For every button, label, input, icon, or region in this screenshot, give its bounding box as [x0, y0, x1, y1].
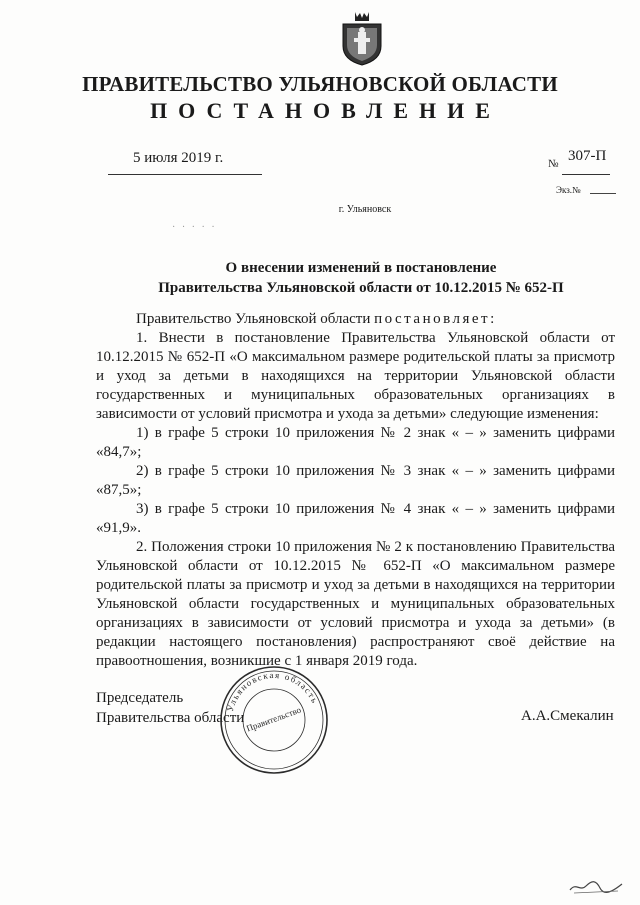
- svg-text:Ульяновская область: [225, 670, 321, 713]
- organization-title: ПРАВИТЕЛЬСТВО УЛЬЯНОВСКОЙ ОБЛАСТИ: [82, 72, 558, 96]
- body-intro: [96, 310, 615, 329]
- body-subitem-2: 2) в графе 5 строки 10 приложения № 3 знак « – » заменить цифрами «87,5»;: [96, 463, 615, 498]
- city-name: г. Ульяновск: [338, 204, 392, 215]
- body-subitem-1: 1) в графе 5 строки 10 приложения № 2 знак « – » заменить цифрами «84,7»;: [96, 425, 615, 460]
- document-number: 307-П: [568, 148, 607, 164]
- document-type: ПОСТАНОВЛЕНИЕ: [150, 98, 501, 123]
- handwritten-mark: [568, 876, 624, 896]
- body-paragraph-1: 1. Внести в постановление Правительства Ульяновской области от 10.12.2015 № 652-П «О максимальном размере родительской платы за присмотр и уход за детьми в находящихся на территории Ульяновской области государственных и муниципальных образовательных организациях в зависимости от условий присмотра и ухода за детьми» следующие изменения:: [96, 330, 615, 422]
- number-sign: №: [548, 158, 559, 170]
- document-subject: [0, 258, 640, 298]
- position-line-1: Председатель: [96, 690, 184, 706]
- date-underline: [108, 174, 262, 175]
- intro-prefix: Правительство Ульяновской области: [136, 311, 375, 327]
- seal-center-text: Правительство: [245, 704, 303, 734]
- seal-ring-text: Ульяновская область: [224, 669, 321, 713]
- subject-line-1: О внесении изменений в постановление: [225, 260, 497, 276]
- body-paragraph-2: 2. Положения строки 10 приложения № 2 к постановлению Правительства Ульяновской области от 10.12.2015 № 652-П «О максимальном размере родительской платы за присмотр и уход за детьми в находящихся на территории Ульяновской области государственных и муниципальных образовательных организациях в зависимости от условий присмотра и ухода за детьми» (в редакции настоящего постановления) распространяют своё действие на правоотношения, возникшие с 1 января 2019 года.: [96, 539, 615, 669]
- document-date: 5 июля 2019 г.: [133, 150, 224, 166]
- copy-number-underline: [590, 193, 616, 194]
- copy-number-label: Экз.№: [556, 185, 581, 195]
- official-seal: [218, 664, 330, 776]
- scan-smudge: · · · · ·: [172, 222, 217, 233]
- document-body: [96, 310, 615, 671]
- subject-line-2: Правительства Ульяновской области от 10.12.2015 № 652-П: [158, 280, 564, 296]
- coat-of-arms-icon: [341, 10, 383, 66]
- body-subitem-3: 3) в графе 5 строки 10 приложения № 4 знак « – » заменить цифрами «91,9».: [96, 501, 615, 536]
- intro-verb: постановляет:: [374, 311, 497, 327]
- position-line-2: Правительства области: [96, 710, 245, 726]
- signatory-name: А.А.Смекалин: [521, 708, 614, 724]
- number-underline: [562, 174, 610, 175]
